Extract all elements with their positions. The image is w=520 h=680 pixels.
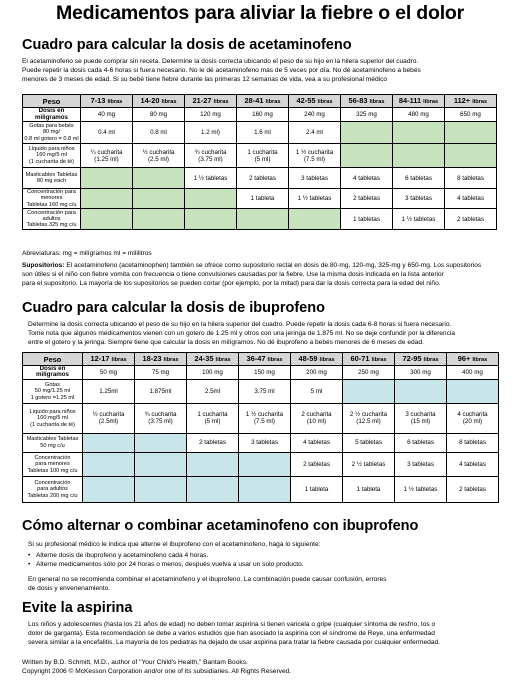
dose-cell: 4 tabletas <box>447 452 499 476</box>
dose-cell: 650 mg <box>445 108 497 122</box>
row-label: Concentración para adultos Tabletas 325 mg c/u <box>23 209 81 230</box>
dose-cell: 3 tabletas <box>395 452 447 476</box>
table-row <box>23 452 499 476</box>
table-row <box>23 189 497 209</box>
dose-cell: 3 tabletas <box>239 433 291 452</box>
empty-cell <box>185 209 237 230</box>
row-label: Líquido para niños 100 mg/5 ml (1 cucharita de té) <box>23 403 83 433</box>
dose-cell: 4 cucharita (20 ml) <box>447 403 499 433</box>
author-credit: Written by B.D. Schmitt, M.D., author of "Your Child's Health," Bantam Books. <box>22 659 248 666</box>
list-item <box>28 560 304 569</box>
table-row <box>23 168 497 189</box>
weight-column-header: 72-95 libras <box>395 353 447 366</box>
empty-cell <box>135 452 187 476</box>
dose-cell: 2 tabletas <box>187 433 239 452</box>
empty-cell <box>83 476 135 502</box>
row-label: Gotas 50 mg/1.25 ml 1 gotero =1.25 ml <box>23 379 83 403</box>
ibu-intro <box>28 320 455 348</box>
dose-cell: 1 tableta <box>291 476 343 502</box>
dose-cell: 2 tabletas <box>341 189 393 209</box>
dose-cell: 50 mg <box>83 366 135 380</box>
dose-cell: 150 mg <box>239 366 291 380</box>
empty-cell <box>445 144 497 168</box>
aspirin-line: severa similar a la encefalitis. La mayoría de los pediatras ha dejado de usar aspirina para tratar la fiebre causada por cualquier enfermedad. <box>28 639 440 647</box>
dose-cell: 325 mg <box>341 108 393 122</box>
dose-cell: 6 tabletas <box>395 433 447 452</box>
dose-cell: 3 tabletas <box>393 189 445 209</box>
dose-cell: 250 mg <box>343 366 395 380</box>
list-item-text: Alterne dosis de ibuprofeno y acetaminofeno cada 4 horas. <box>36 552 209 559</box>
empty-cell <box>135 476 187 502</box>
weight-column-header: 14-20 libras <box>133 95 185 108</box>
dose-cell: ½ cucharita (2.5 ml) <box>133 144 185 168</box>
alt-outro <box>28 575 386 593</box>
empty-cell <box>81 168 133 189</box>
weight-header-label: Peso <box>23 353 83 366</box>
dose-cell: 2.4 ml <box>289 122 341 144</box>
weight-column-header: 7-13 libras <box>81 95 133 108</box>
table-row <box>23 122 497 144</box>
weight-column-header: 12-17 libras <box>83 353 135 366</box>
dose-cell: 2 cucharita (10 ml) <box>291 403 343 433</box>
list-item-text: Alterne medicamentos sólo por 24 horas o menos, después vuelva a usar un solo producto. <box>36 561 304 569</box>
weight-column-header: 18-23 libras <box>135 353 187 366</box>
empty-cell <box>81 209 133 230</box>
row-label: Gotas para bebés 80 mg/ 0.8 ml gotero = 0.8 ml <box>24 122 79 142</box>
dose-cell: 1.25ml <box>83 379 135 403</box>
empty-cell <box>133 168 185 189</box>
dose-cell: 80 mg <box>133 108 185 122</box>
dose-cell: 1.875ml <box>135 379 187 403</box>
table-row <box>23 209 497 230</box>
weight-column-header: 24-35 libras <box>187 353 239 366</box>
ibu-intro-line: Tome nota que algunos medicamentos vienen con un gotero de 1.25 ml y otros con una jeringa de 1.875 ml. No se deje confundir por la diferencia <box>28 330 456 338</box>
dose-cell: 8 tabletas <box>445 168 497 189</box>
empty-cell <box>133 189 185 209</box>
row-label: Masticables Tabletas 80 mg each <box>23 168 81 189</box>
alt-outro-line: En general no se recomienda combinar el acetaminofeno y el ibuprofeno. La combinación puede causar confusión, errores <box>28 576 387 583</box>
empty-cell <box>445 122 497 144</box>
empty-cell <box>395 379 447 403</box>
dose-cell: 3 cucharita (15 ml) <box>395 403 447 433</box>
empty-cell <box>447 379 499 403</box>
suppository-label: Supositorios: <box>22 262 65 269</box>
dose-cell: ¾ cucharita (3.75 ml) <box>185 144 237 168</box>
suppository-line: son útiles si el niño con fiebre vomita con frecuencia o tiene convulsiones causadas por la fiebre. Use la misma dosis indicada en la lista anterior <box>22 271 444 279</box>
acet-heading: Cuadro para calcular la dosis de acetaminofeno <box>22 37 352 53</box>
table-row <box>23 433 499 452</box>
dose-cell: 2 tabletas <box>237 168 289 189</box>
list-item <box>28 551 304 560</box>
copyright: Copyright 2006 © McKesson Corporation and/or one of its subsidiaries. All Rights Reserved. <box>22 667 292 675</box>
dose-cell: 75 mg <box>135 366 187 380</box>
bullet-icon: • <box>28 552 31 559</box>
ibu-intro-line: entre el gotero y la jeringa. Siempre tiene que calcular la dosis en milígramos. No dé ibuprofeno a bebés menores de 6 meses de edad. <box>28 339 424 347</box>
dose-cell: 6 tabletas <box>393 168 445 189</box>
dose-cell: 40 mg <box>81 108 133 122</box>
empty-cell <box>187 476 239 502</box>
dose-cell: ½ cucharita (2.5ml) <box>83 403 135 433</box>
row-label: Masticables Tabletas 50 mg c/u <box>23 433 83 452</box>
dose-cell: 5 ml <box>291 379 343 403</box>
empty-cell <box>393 122 445 144</box>
dose-cell: 200 mg <box>291 366 343 380</box>
credits <box>22 659 291 676</box>
bullet-icon: • <box>28 561 31 569</box>
table-row <box>23 403 499 433</box>
table-row <box>23 476 499 502</box>
dose-cell: 1 cucharita (5 ml) <box>187 403 239 433</box>
aspirin-line: Los niños y adolescentes (hasta los 21 años de edad) no deben tomar aspirina si tienen varicela o gripe (cualquier síntoma de resfrío, tos o <box>28 621 436 628</box>
aspirin-heading: Evite la aspirina <box>22 600 133 616</box>
acet-suppository-note <box>22 261 502 289</box>
weight-column-header: 56-83 libras <box>341 95 393 108</box>
row-label: Dosis en miligramos <box>23 108 81 122</box>
table-row <box>23 144 497 168</box>
table-row <box>23 108 497 122</box>
row-label: Concentración para menores Tabletas 160 mg c/u <box>23 189 81 209</box>
dose-cell: 5 tabletas <box>343 433 395 452</box>
dose-cell: 100 mg <box>187 366 239 380</box>
dose-cell: 2 tabletas <box>447 476 499 502</box>
empty-cell <box>341 144 393 168</box>
dose-cell: 1 tabletas <box>341 209 393 230</box>
dose-cell: 0.8 ml <box>133 122 185 144</box>
dose-cell: 1.2 ml) <box>185 122 237 144</box>
dose-cell: 2 ½ tabletas <box>343 452 395 476</box>
dose-cell: 4 tabletas <box>341 168 393 189</box>
empty-cell <box>393 144 445 168</box>
suppository-line: El acetaminofeno (acetaminophen) también se ofrece como supositorio rectal en dosis de 80-mg, 120-mg, 325-mg y 650-mg. Los supositorios <box>64 262 482 269</box>
table-header-row <box>23 95 497 108</box>
page-title: Medicamentos para aliviar la fiebre o el dolor <box>55 2 465 24</box>
dose-cell: 1 ½ tabletas <box>289 189 341 209</box>
acet-intro-line: menores de 3 meses de edad. Si su bebé tiene fiebre durante las primeras 12 semanas de vida, vea a su profesional médico <box>22 76 388 84</box>
dose-cell: 2 ½ cucharita (12.5 ml) <box>343 403 395 433</box>
alt-heading: Cómo alternar o combinar acetaminofeno con ibuprofeno <box>22 518 419 534</box>
weight-column-header: 21-27 libras <box>185 95 237 108</box>
dose-cell: ¼ cucharita (1.25 ml) <box>81 144 133 168</box>
row-label: Dosis en milígramos <box>23 366 83 380</box>
acet-abbreviations: Abreviaturas: mg = milígramos ml = mililitros <box>22 250 152 257</box>
dose-cell: 1 cucharita (5 ml) <box>237 144 289 168</box>
dose-cell: 0.4 ml <box>81 122 133 144</box>
dose-cell: 1 tableta <box>237 189 289 209</box>
dose-cell: 480 mg <box>393 108 445 122</box>
acet-intro-line: El acetaminofeno se puede comprar sin receta. Determine la dosis correcta ubicando el peso de su hijo en la hilera superior del cuadro. <box>22 58 419 65</box>
dose-cell: 3.75 ml <box>239 379 291 403</box>
empty-cell <box>343 379 395 403</box>
weight-column-header: 84-111 libras <box>393 95 445 108</box>
table-row <box>23 379 499 403</box>
empty-cell <box>135 433 187 452</box>
empty-cell <box>81 189 133 209</box>
dose-cell: 1 ½ tabletas <box>395 476 447 502</box>
ibu-heading: Cuadro para calcular la dosis de ibuprofeno <box>22 300 325 316</box>
weight-column-header: 28-41 libras <box>237 95 289 108</box>
dose-cell: 1 ½ tabletas <box>185 168 237 189</box>
empty-cell <box>185 189 237 209</box>
row-label: Concentración para menores Tabletas 100 mg c/u <box>23 452 83 476</box>
weight-column-header: 96+ libras <box>447 353 499 366</box>
weight-header-label: Peso <box>23 95 81 108</box>
alt-outro-line: de dosis y envenenamiento. <box>28 585 111 593</box>
row-label: Líquido para niños 160 mg/5 ml (1 cucharita de té) <box>23 144 81 168</box>
dose-cell: 1 ½ cucharita (7.5 ml) <box>239 403 291 433</box>
dose-cell: 8 tabletas <box>447 433 499 452</box>
empty-cell <box>289 209 341 230</box>
alt-bullet-list <box>28 551 304 569</box>
weight-column-header: 48-59 libras <box>291 353 343 366</box>
ibu-dose-table <box>22 352 499 503</box>
dose-cell: 1.6 ml <box>237 122 289 144</box>
dose-cell: 2 tabletas <box>291 452 343 476</box>
acet-dose-table <box>22 94 497 230</box>
dose-cell: ¾ cucharita (3.75 ml) <box>135 403 187 433</box>
empty-cell <box>133 209 185 230</box>
dose-cell: 240 mg <box>289 108 341 122</box>
dose-cell: 4 tabletas <box>291 433 343 452</box>
dose-cell: 160 mg <box>237 108 289 122</box>
alt-intro: Si su profesional médico le indica que alterne el ibuprofeno con el acetaminofeno, haga lo siguiente: <box>28 541 321 548</box>
dose-cell: 400 mg <box>447 366 499 380</box>
empty-cell <box>239 452 291 476</box>
aspirin-text <box>28 620 440 648</box>
weight-column-header: 42-55 libras <box>289 95 341 108</box>
dose-cell: 300 mg <box>395 366 447 380</box>
weight-column-header: 112+ libras <box>445 95 497 108</box>
dose-cell: 1 ½ tabletas <box>393 209 445 230</box>
row-label: Concentración para adultos Tabletas 200 mg c/u <box>23 476 83 502</box>
empty-cell <box>239 476 291 502</box>
dose-cell: 1 ½ cucharita (7.5 ml) <box>289 144 341 168</box>
dose-cell: 2 tabletas <box>445 209 497 230</box>
acet-intro-line: Puede repetir la dosis cada 4-6 horas si fuera necesario. No le dé acetaminofeno más de 5 veces por día. No dé acetaminofeno a bebés <box>22 67 421 75</box>
empty-cell <box>187 452 239 476</box>
acet-intro <box>22 57 421 85</box>
dose-cell: 4 tabletas <box>445 189 497 209</box>
ibu-intro-line: Determine la dosis correcta ubicando el peso de su hijo en la hilera superior del cuadro. Puede repetir la dosis cada 6-8 horas si fuera necesario. <box>28 321 452 328</box>
table-row <box>23 366 499 380</box>
weight-column-header: 60-71 libras <box>343 353 395 366</box>
empty-cell <box>83 452 135 476</box>
dose-cell: 2.5ml <box>187 379 239 403</box>
dose-cell: 1 tableta <box>343 476 395 502</box>
suppository-line: para el supositorio. La mayoría de los supositorios se pueden cortar (por ejemplo, por la mitad) para dar la dosis correcta para la edad del niño. <box>22 280 441 288</box>
dose-cell: 3 tabletas <box>289 168 341 189</box>
dose-cell: 120 mg <box>185 108 237 122</box>
table-header-row <box>23 353 499 366</box>
empty-cell <box>341 122 393 144</box>
weight-column-header: 36-47 libras <box>239 353 291 366</box>
empty-cell <box>83 433 135 452</box>
aspirin-line: dolor de garganta). Esta recomendación se debe a varios estudios que han asociado la aspirina con el síndrome de Reye, una enfermedad <box>28 630 435 638</box>
empty-cell <box>237 209 289 230</box>
